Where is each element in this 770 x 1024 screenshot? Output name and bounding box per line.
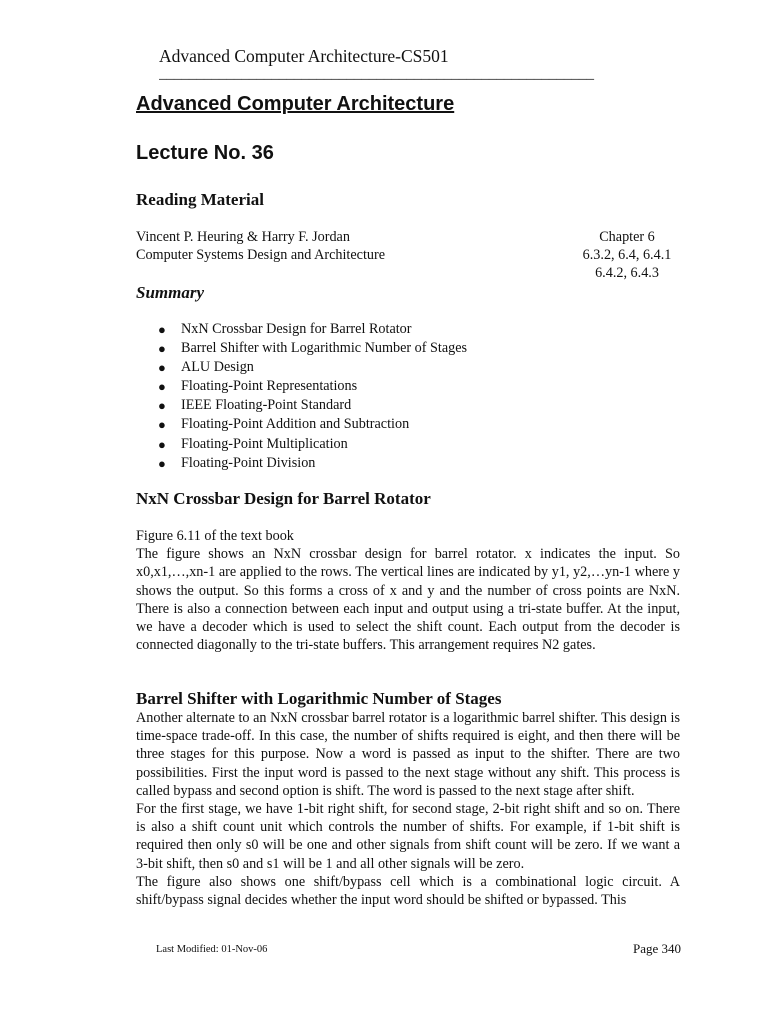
paragraph: Another alternate to an NxN crossbar barrel rotator is a logarithmic barrel shifter. This design is time-space trade-off. In this case, the number of shifts required is eight, and then there will be three stages for this purpose. Now a word is passed as input to the shifter. There are two possibilities. First the input word is passed to the next stage without any shift. This process is called bypass and second option is shift. The word is passed to the next stage after shift.: [136, 710, 680, 799]
bullet-icon: ●: [158, 417, 166, 433]
bullet-icon: ●: [158, 341, 166, 357]
reference-book-title: Computer Systems Design and Architecture: [136, 247, 386, 263]
bullet-icon: ●: [158, 398, 166, 414]
footer-last-modified: Last Modified: 01-Nov-06: [156, 944, 268, 955]
section-heading-barrel-shifter: Barrel Shifter with Logarithmic Number of Stages: [136, 689, 502, 708]
reference-authors: Vincent P. Heuring & Harry F. Jordan: [136, 229, 350, 245]
running-header-title: Advanced Computer Architecture-CS501: [159, 46, 449, 66]
footer-page-number: Page 340: [633, 941, 682, 956]
summary-item: ● ALU Design: [158, 358, 467, 377]
summary-item: ● Floating-Point Multiplication: [158, 435, 467, 454]
paragraph: For the first stage, we have 1-bit right shift, for second stage, 2-bit right shift and so on. There is also a shift count unit which controls the number of shifts. For example, if 1-bit shift is required then only s0 will be one and other signals from shift count will be zero. If we want a 3-bit shift, then s0 and s1 will be 1 and all other signals will be zero.: [136, 801, 680, 872]
reference-sections-2: 6.4.2, 6.4.3: [595, 265, 659, 281]
figure-reference: Figure 6.11 of the text book: [136, 528, 294, 544]
summary-item: ● Floating-Point Addition and Subtraction: [158, 415, 467, 434]
bullet-icon: ●: [158, 360, 166, 376]
header-rule: __________________________________________________________: [159, 66, 594, 82]
reference-sections-1: 6.3.2, 6.4, 6.4.1: [582, 247, 672, 263]
paragraph: The figure also shows one shift/bypass cell which is a combinational logic circuit. A shift/bypass signal decides whether the input word should be shifted or bypassed. This: [136, 873, 680, 909]
section-body-barrel-shifter: [136, 709, 680, 909]
paragraph: The figure shows an NxN crossbar design for barrel rotator. x indicates the input. So x0,x1,…,xn-1 are applied to the rows. The vertical lines are indicated by y1, y2,…yn-1 where y shows the output. So this forms a cross of x and y and the number of cross points are NxN. There is also a connection between each input and output using a tri-state buffer. At the input, we have a decoder which is used to select the shift count. Each output from the decoder is connected diagonally to the tri-state buffers. This arrangement requires N2 gates.: [136, 546, 680, 654]
summary-list: [158, 320, 467, 473]
summary-item: ● Barrel Shifter with Logarithmic Number of Stages: [158, 339, 467, 358]
reference-authors-block: [136, 228, 385, 264]
bullet-icon: ●: [158, 322, 166, 337]
summary-item: ● Floating-Point Division: [158, 454, 467, 473]
lecture-number: Lecture No. 36: [136, 142, 274, 164]
bullet-icon: ●: [158, 379, 166, 395]
section-heading-crossbar: NxN Crossbar Design for Barrel Rotator: [136, 489, 431, 508]
reading-material-heading: Reading Material: [136, 190, 264, 209]
bullet-icon: ●: [158, 436, 166, 452]
summary-item: ● NxN Crossbar Design for Barrel Rotator: [158, 320, 467, 339]
summary-heading: Summary: [136, 283, 205, 302]
reference-chapter: Chapter 6: [599, 229, 655, 245]
section-body-crossbar: [136, 527, 680, 654]
bullet-icon: ●: [158, 455, 166, 471]
document-title: Advanced Computer Architecture: [136, 93, 455, 115]
reference-chapter-block: [572, 228, 682, 282]
summary-item: ● Floating-Point Representations: [158, 377, 467, 396]
summary-item: ● IEEE Floating-Point Standard: [158, 396, 467, 415]
